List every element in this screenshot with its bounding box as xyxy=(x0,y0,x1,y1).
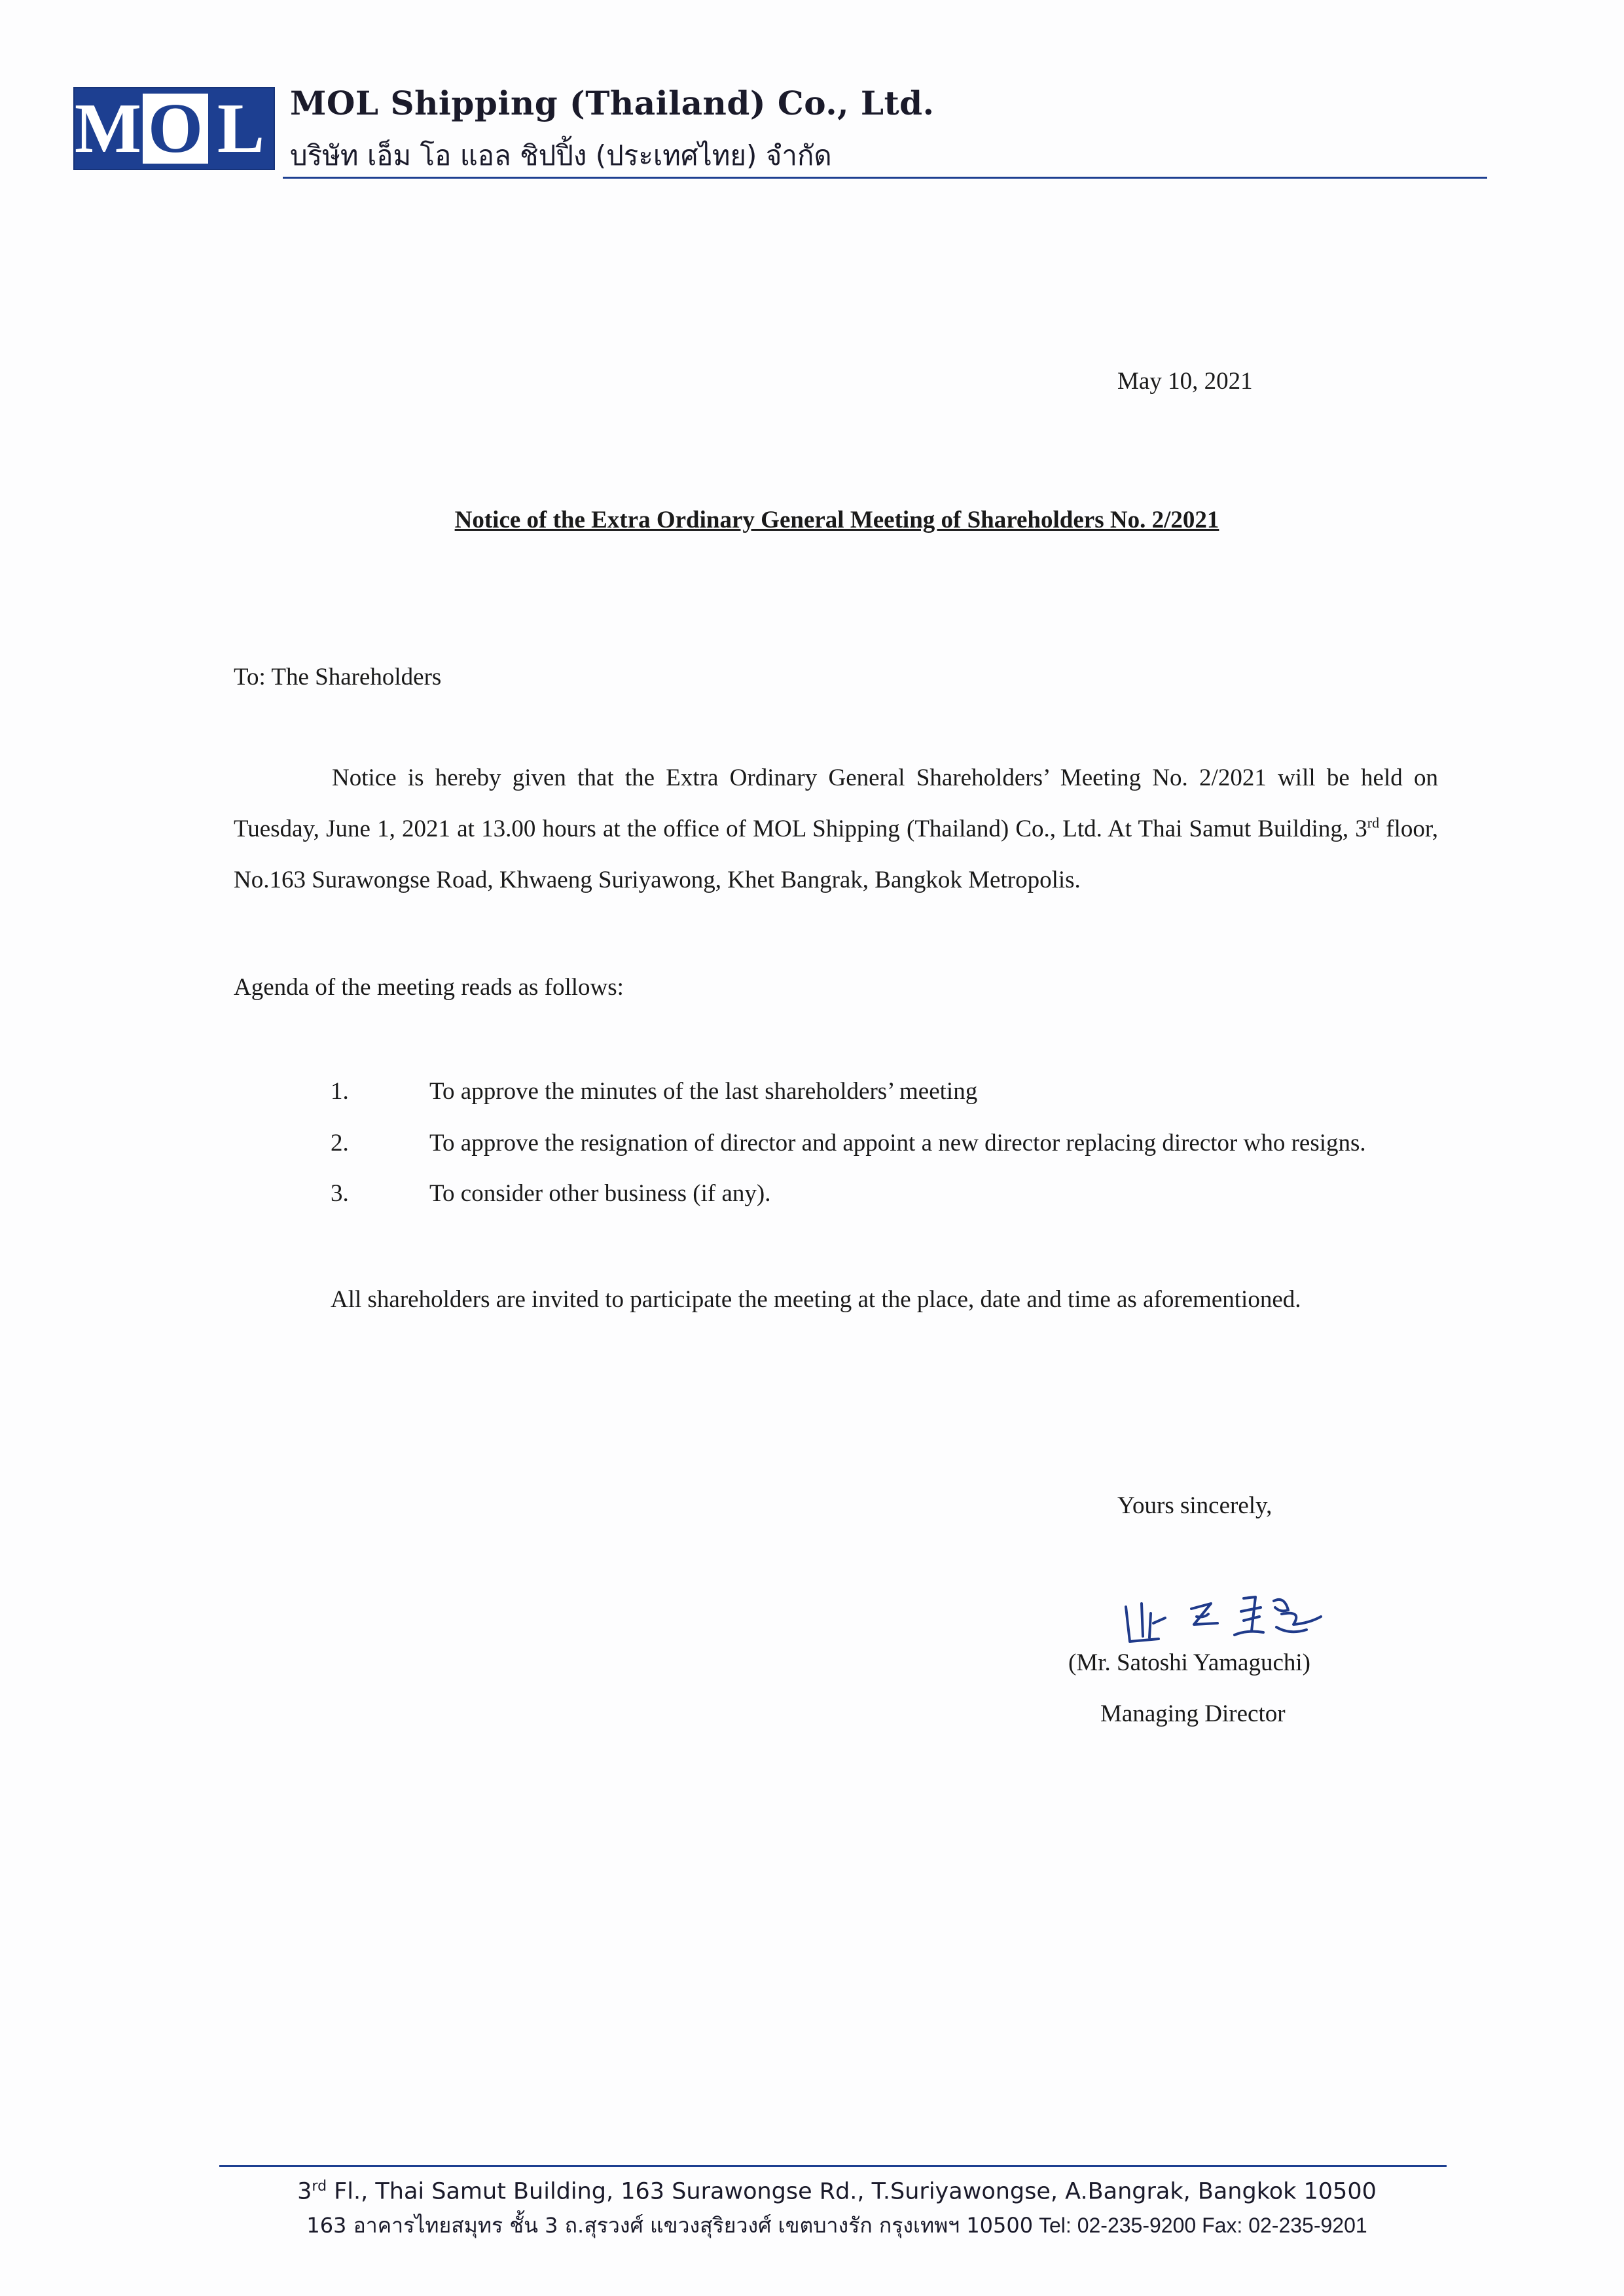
agenda-item-text: To approve the resignation of director and appoint a new director replacing director who resigns. xyxy=(429,1130,1366,1157)
agenda-item-number: 2. xyxy=(331,1130,349,1157)
footer-ordinal-suffix: rd xyxy=(312,2178,327,2195)
ordinal-suffix: rd xyxy=(1367,814,1380,831)
agenda-item-text: To consider other business (if any). xyxy=(429,1180,771,1207)
header-divider xyxy=(283,177,1487,179)
notice-text-part1: Notice is hereby given that the Extra Ordinary General Shareholders’ Meeting No. 2/2021 will be held on Tuesday, June 1, 2021 at 13.00 hours at the office of MOL Shipping (Thailand) Co., Ltd. At Thai Samut Building, 3 xyxy=(234,764,1438,842)
agenda-item-number: 3. xyxy=(331,1180,349,1207)
footer-address-th-text: 163 อาคารไทยสมุทร ชั้น 3 ถ.สุรวงศ์ แขวงสุริยวงศ์ เขตบางรัก กรุงเทพฯ 10500 xyxy=(306,2213,1034,2238)
footer-divider xyxy=(219,2165,1447,2167)
salutation-closing: Yours sincerely, xyxy=(1117,1492,1272,1519)
signer-position: Managing Director xyxy=(1100,1700,1286,1727)
handwritten-signature xyxy=(1113,1584,1342,1656)
footer-address-en xyxy=(0,2178,1624,2205)
notice-text-part2: floor, No.163 Surawongse Road, Khwaeng Suriyawong, Khet Bangrak, Bangkok Metropolis. xyxy=(234,816,1438,893)
logo-letter-l: L xyxy=(217,90,265,168)
company-name-en: MOL Shipping (Thailand) Co., Ltd. xyxy=(290,84,935,122)
letter-date: May 10, 2021 xyxy=(1117,368,1253,395)
logo-letter-o: O xyxy=(147,90,203,168)
company-name-th: บริษัท เอ็ม โอ แอล ชิปปิ้ง (ประเทศไทย) จำกัด xyxy=(290,139,832,171)
agenda-item-text: To approve the minutes of the last shareholders’ meeting xyxy=(429,1078,978,1105)
footer-address-th xyxy=(0,2209,1624,2242)
agenda-item-number: 1. xyxy=(331,1078,349,1105)
logo-letter-m: M xyxy=(75,90,141,168)
footer-floor-number: 3 xyxy=(297,2178,312,2205)
footer-address-en-text: Fl., Thai Samut Building, 163 Surawongse Rd., T.Suriyawongse, A.Bangrak, Bangkok 10500 xyxy=(327,2178,1377,2205)
notice-paragraph xyxy=(234,753,1438,906)
company-logo xyxy=(73,87,275,170)
recipient-line: To: The Shareholders xyxy=(234,664,442,691)
footer-contact-numbers: Tel: 02-235-9200 Fax: 02-235-9201 xyxy=(1033,2214,1367,2237)
signer-name: (Mr. Satoshi Yamaguchi) xyxy=(1068,1649,1310,1676)
notice-title: Notice of the Extra Ordinary General Meeting of Shareholders No. 2/2021 xyxy=(454,507,1219,533)
agenda-intro: Agenda of the meeting reads as follows: xyxy=(234,974,624,1001)
closing-paragraph: All shareholders are invited to participate the meeting at the place, date and time as aforementioned. xyxy=(331,1286,1301,1313)
